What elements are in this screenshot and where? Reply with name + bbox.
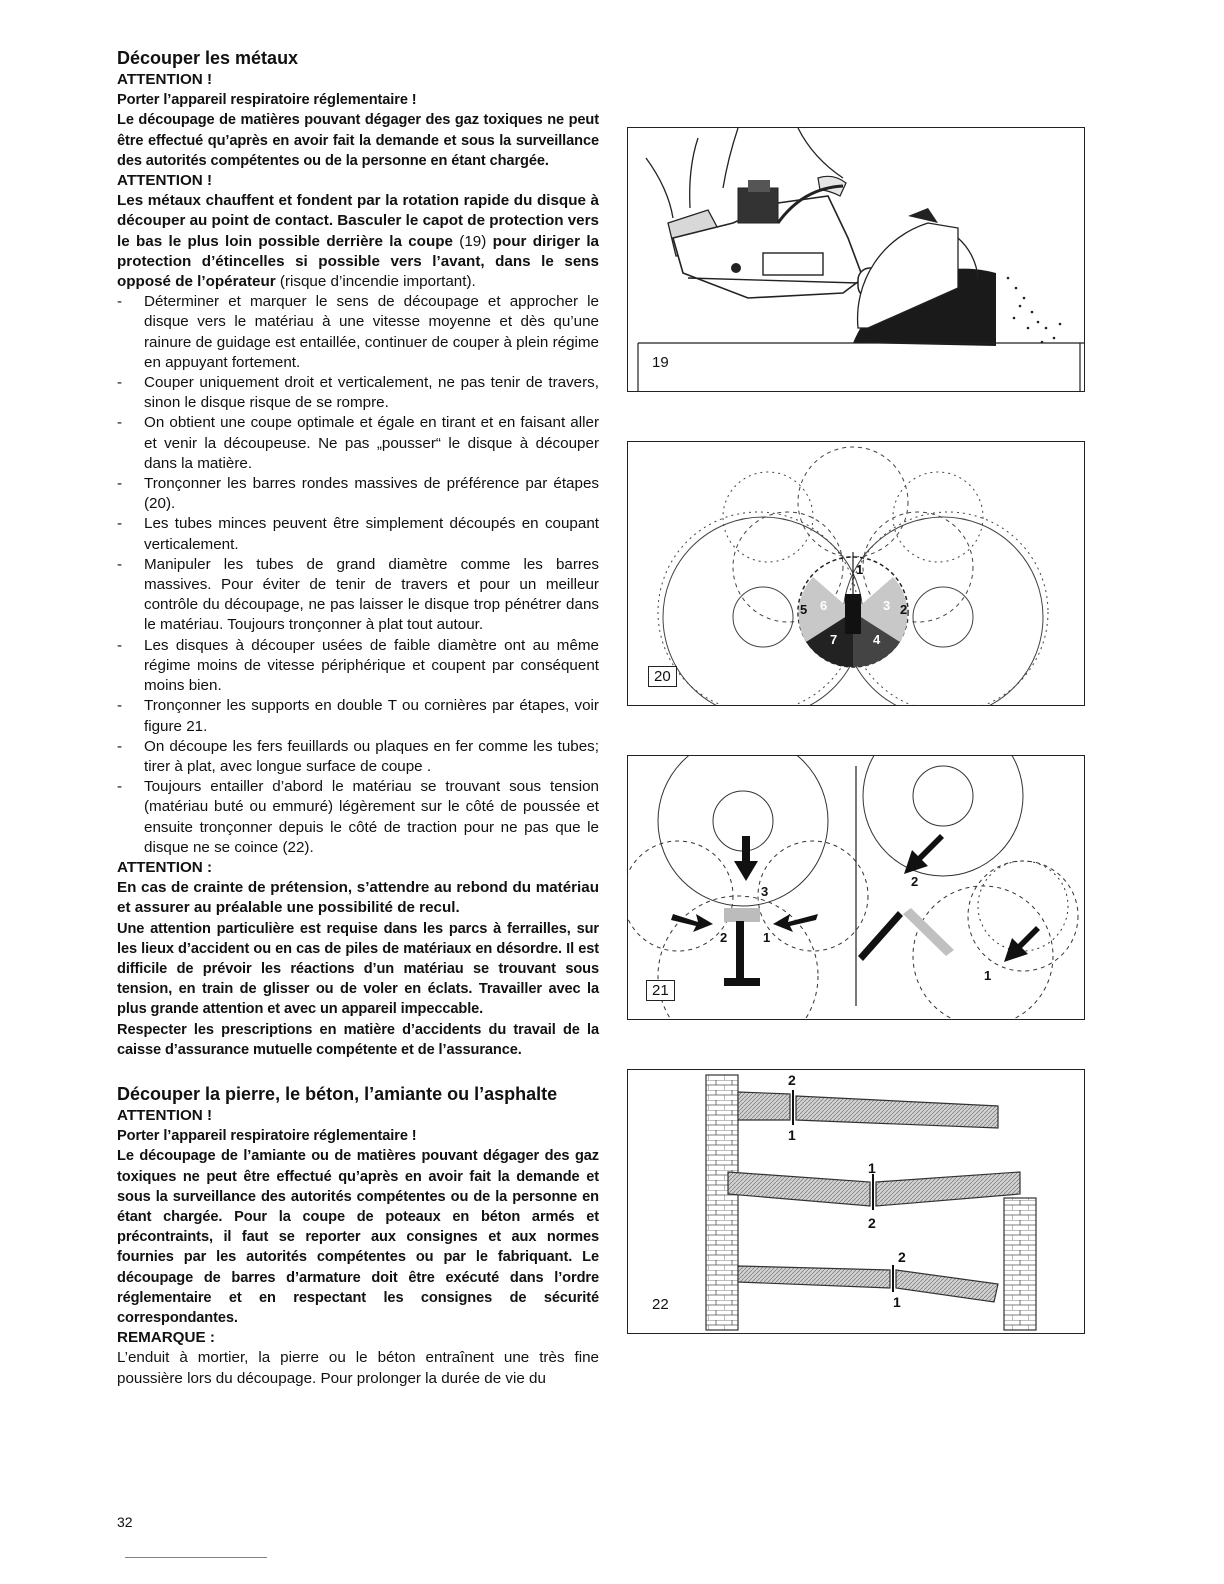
step-label-2: 2: [720, 930, 728, 945]
cut-label-2: 2: [868, 1215, 876, 1231]
figure-19: [627, 127, 1085, 392]
step-label-3: 3: [761, 884, 769, 899]
asbestos-warning: Le découpage de l’amiante ou de matières pouvant dégager des gaz toxiques ne peut être effectué qu’après en avoir fait la demande et sous la surveillance des autorités compétentes ou de la personne en étant chargée. Pour la coupe de poteaux en béton armés et précontraints, il faut se reporter aux consignes et aux normes fournies par les autorités compétentes ou par le fabriquant. Le découpage de barres d’armature doit être exécuté dans l’ordre réglementaire et en respectant les consignes de sécurité correspondantes.: [117, 1148, 599, 1326]
list-item: - On obtient une coupe optimale et égale en tirant et en faisant aller et venir la découpeuse. Ne pas „pousser“ le disque à découper dans la matière.: [117, 413, 599, 474]
section-title-metals: Découper les métaux: [117, 48, 299, 68]
stage-label-7: 7: [830, 632, 838, 647]
footer-rule: [125, 1557, 267, 1558]
list-item: - Manipuler les tubes de grand diamètre comme les barres massives. Pour éviter de tenir de travers et pour un meilleur contrôle du découpage, ne pas laisser le disque trop pénétrer dans le matériau. Toujours tronçonner à plat tout autour.: [117, 555, 599, 636]
profile-cutting-diagram: [628, 756, 1084, 1019]
attention-heading: ATTENTION !: [117, 172, 213, 190]
stage-label-5: 5: [800, 602, 808, 617]
stage-label-4: 4: [873, 632, 881, 647]
heat-warning-tail: (risque d’incendie important).: [279, 273, 476, 291]
dust-paragraph: L’enduit à mortier, la pierre ou le béton entraînent une très fine poussière lors du découpage. Pour prolonger la durée de vie du: [117, 1349, 599, 1387]
list-item: - On découpe les fers feuillards ou plaques en fer comme les tubes; tirer à plat, avec longue surface de coupe .: [117, 737, 599, 777]
step-label-1: 1: [984, 968, 992, 983]
cut-label-2: 2: [788, 1072, 796, 1088]
respirator-warning: Porter l’appareil respiratoire réglementaire !: [117, 1128, 417, 1145]
remark-heading: REMARQUE :: [117, 1329, 215, 1347]
stage-label-3: 3: [883, 598, 891, 613]
stage-label-2: 2: [900, 602, 908, 617]
figure-label: 20: [648, 666, 677, 687]
regulations-warning: Respecter les prescriptions en matière d’accidents du travail de la caisse d’assurance mutuelle compétente et de l’assurance.: [117, 1021, 599, 1058]
list-item: - Couper uniquement droit et verticalement, ne pas tenir de travers, sinon le disque risque de se rompre.: [117, 373, 599, 413]
figure-21: [627, 755, 1085, 1020]
stage-label-1: 1: [856, 562, 864, 577]
step-label-2: 2: [911, 874, 919, 889]
instruction-list: [117, 292, 599, 858]
text-column: [117, 46, 599, 1389]
list-item: - Déterminer et marquer le sens de découpage et approcher le disque vers le matériau à une vitesse moyenne et dès qu’une rainure de guidage est entaillée, continuer de couper à plein régime en appuyant fortement.: [117, 292, 599, 373]
respirator-warning: Porter l’appareil respiratoire réglementaire !: [117, 92, 417, 109]
step-label-1: 1: [763, 930, 771, 945]
cut-label-2: 2: [898, 1249, 906, 1265]
list-item: - Tronçonner les barres rondes massives de préférence par étapes (20).: [117, 474, 599, 514]
heat-warning-bold: Les métaux chauffent et fondent par la rotation rapide du disque à découper au point de contact. Basculer le capot de protection vers le bas le plus loin possible derrière la coupe: [117, 192, 599, 250]
cutoff-saw-illustration: [628, 128, 1084, 391]
figure-20: [627, 441, 1085, 706]
figure-label: 21: [646, 980, 675, 1001]
heat-figure-ref: (19): [459, 232, 487, 250]
cut-label-1: 1: [868, 1160, 876, 1176]
attention-heading: ATTENTION :: [117, 858, 213, 876]
list-item: - Les disques à découper usées de faible diamètre ont au même régime moins de vitesse périphérique et coupent par conséquent moins bien.: [117, 636, 599, 697]
page-number: 32: [117, 1514, 133, 1530]
round-bar-stages-diagram: [628, 442, 1084, 705]
list-item: - Tronçonner les supports en double T ou cornières par étapes, voir figure 21.: [117, 696, 599, 736]
heat-warning: [117, 191, 599, 292]
section-title-stone: Découper la pierre, le béton, l’amiante ou l’asphalte: [117, 1083, 558, 1104]
figure-label: 19: [652, 354, 669, 371]
attention-heading: ATTENTION !: [117, 71, 213, 88]
list-item: - Les tubes minces peuvent être simplement découpés en coupant verticalement.: [117, 514, 599, 554]
cut-label-1: 1: [788, 1127, 796, 1143]
list-item: - Toujours entailler d’abord le matériau se trouvant sous tension (matériau buté ou emmuré) légèrement sur le côté de poussée et ensuite tronçonner depuis le côté de traction pour ne pas que le disque ne se coince (22).: [117, 777, 599, 858]
figure-22: [627, 1069, 1085, 1334]
attention-heading: ATTENTION !: [117, 1106, 213, 1124]
toxic-gas-warning: Le découpage de matières pouvant dégager des gaz toxiques ne peut être effectué qu’après en avoir fait la demande et sous la surveillance des autorités compétentes ou de la personne en étant chargée.: [117, 112, 599, 169]
heat-warning-bold-2: pour diriger la protection d’étincelles si possible vers l’avant, dans le sens opposé de l’opérateur: [117, 232, 599, 291]
tension-cutting-diagram: [628, 1070, 1084, 1333]
cut-label-1: 1: [893, 1294, 901, 1310]
figure-label: 22: [652, 1296, 669, 1313]
scrapyard-warning: Une attention particulière est requise dans les parcs à ferrailles, sur les lieux d’accident ou en cas de piles de matériaux en désordre. Il est difficile de prévoir les réactions d’un matériau se trouvant sous tension, en train de glisser ou de voler en éclats. Travailler avec la plus grande attention et avec un appareil impeccable.: [117, 920, 599, 1018]
stage-label-6: 6: [820, 598, 828, 613]
pretension-warning: En cas de crainte de prétension, s’attendre au rebond du matériau et assurer au préalable une possibilité de recul.: [117, 879, 599, 917]
